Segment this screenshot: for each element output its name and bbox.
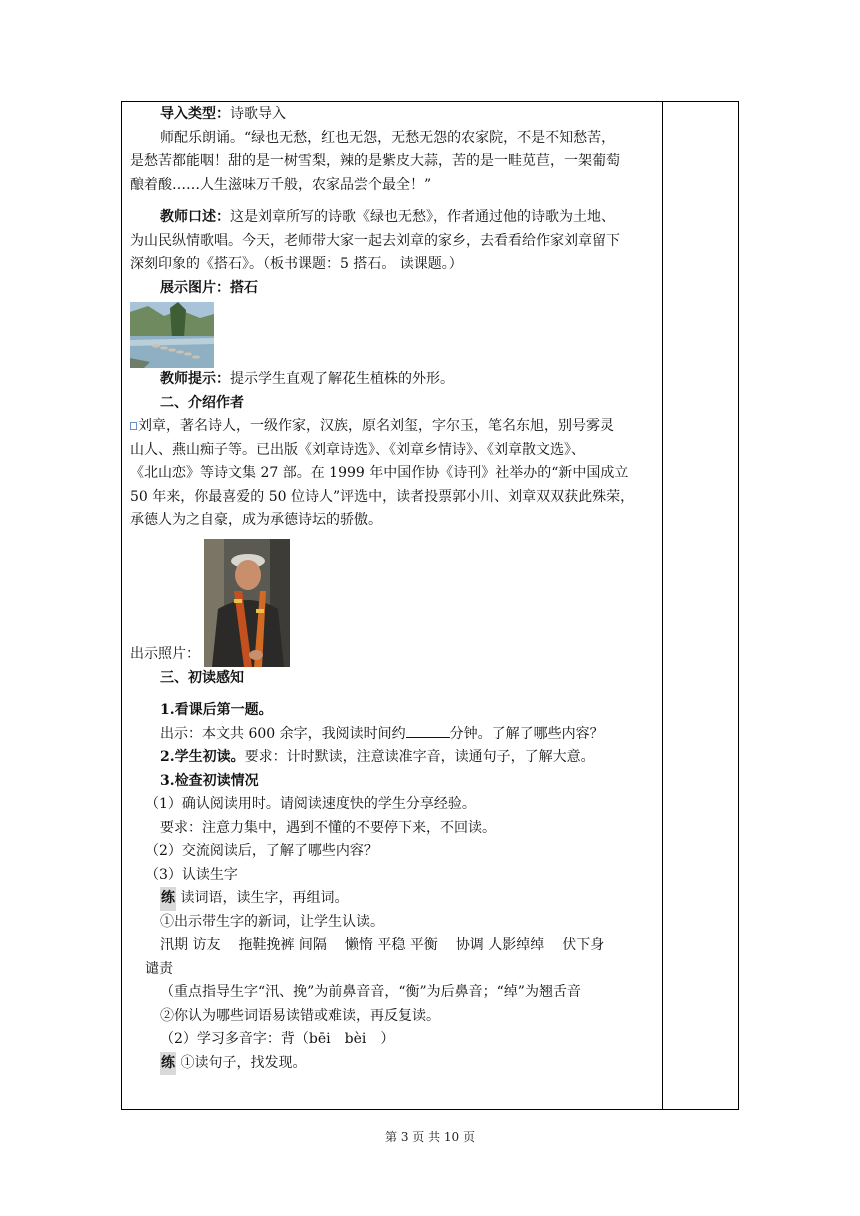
anchor-icon: [130, 422, 137, 430]
table-column-divider: [662, 101, 663, 1110]
practice-badge: 练: [160, 1052, 176, 1076]
word: 间隔: [298, 937, 327, 953]
page-footer: 第 3 页 共 10 页: [385, 1130, 475, 1144]
stepping-stones-photo: [130, 302, 214, 368]
sub-3: （3）认读生字: [145, 866, 238, 883]
word: 懒惰: [344, 937, 373, 953]
step-1-text: 出示：本文共 600 余字，我阅读时间约 分钟。了解了哪些内容？: [130, 723, 658, 747]
word: 访友: [192, 937, 221, 953]
photo-row: [130, 537, 658, 667]
recite-line-3: 酿着酸……人生滋味万千般，农家品尝个最全！”: [130, 176, 432, 193]
sub-1-requirement: 要求：注意力集中，遇到不懂的不要停下来，不回读。: [160, 819, 496, 836]
word: 协调: [455, 937, 484, 953]
word-list: [130, 934, 658, 958]
teacher-talk-line-3: 深刻印象的《搭石》。（板书课题：5 搭石。 读课题。）: [130, 256, 463, 272]
sub-2: （2）交流阅读后，了解了哪些内容？: [145, 843, 378, 859]
step-2-line: 2.学生初读。要求：计时默读，注意读准字音，读通句子，了解大意。: [160, 749, 595, 765]
answer-blank[interactable]: [406, 723, 450, 738]
author-line-2: 山人、燕山痴子等。已出版《刘章诗选》、《刘章乡情诗》、《刘章散文选》、: [130, 441, 585, 458]
author-line-5: 承德人为之自豪，成为承德诗坛的骄傲。: [130, 512, 382, 528]
recite-line-2: 是愁苦都能咽！甜的是一树雪梨，辣的是紫皮大蒜，苦的是一畦苋苣，一架葡萄: [130, 153, 620, 169]
show-photo-label: 出示照片：: [130, 646, 200, 662]
author-line-4: 50 年来，你最喜爱的 50 位诗人”评选中，读者投票郭小川、刘章双双获此殊荣，: [130, 488, 635, 505]
author-portrait-photo: [204, 539, 290, 667]
word: 平稳: [377, 937, 406, 953]
circle-1-line: ①出示带生字的新词，让学生认读。: [160, 913, 384, 930]
sub-1: （1）确认阅读用时。请阅读速度快的学生分享经验。: [145, 796, 476, 812]
word: 平衡: [409, 937, 438, 953]
practice-1-line: 练 读词语，读生字，再组词。: [130, 887, 658, 911]
polyphone-line: （2）学习多音字：背（bēi bèi ）: [160, 1031, 395, 1047]
teacher-talk-line-1: 教师口述：这是刘章所写的诗歌《绿也无愁》，作者通过他的诗歌为土地、: [160, 209, 615, 225]
teacher-talk-line-2: 为山民纵情歌唱。今天，老师带大家一起去刘章的家乡，去看看给作家刘章留下: [130, 232, 620, 249]
word: 人影绰绰: [488, 937, 545, 953]
section-3-title: 三、初读感知: [160, 669, 244, 686]
intro-type-line: 导入类型：诗歌导入: [160, 106, 286, 122]
teacher-hint-line: 教师提示：提示学生直观了解花生植株的外形。: [160, 371, 454, 387]
circle-2-line: ②你认为哪些词语易读错或难读，再反复读。: [160, 1007, 440, 1024]
show-picture-label: 展示图片：搭石: [160, 279, 258, 296]
recite-line-1: 师配乐朗诵。“绿也无愁，红也无怨，无愁无怨的农家院，不是不知愁苦，: [160, 129, 616, 146]
practice-2-line: 练 ①读句子，找发现。: [130, 1052, 658, 1076]
step-3-title: 3.检查初读情况: [160, 772, 259, 789]
section-2-title: 二、介绍作者: [160, 394, 244, 411]
word: 拖鞋挽裤: [238, 937, 295, 953]
focus-line: （重点指导生字“汛、挽”为前鼻音音，“衡”为后鼻音；“绰”为翘舌音: [160, 984, 581, 1000]
author-line-1: 刘章，著名诗人，一级作家，汉族，原名刘玺，字尔玉，笔名东旭，别号雾灵: [130, 415, 658, 439]
step-1-title: 1.看课后第一题。: [160, 702, 273, 718]
practice-badge: 练: [160, 887, 176, 911]
word: 伏下身: [562, 937, 605, 953]
word: 汛期: [160, 937, 188, 953]
author-line-3: 《北山恋》等诗文集 27 部。在 1999 年中国作协《诗刊》社举办的“新中国成立: [130, 465, 629, 481]
lesson-content: [130, 103, 658, 1075]
word-list-line-2: 谴责: [145, 960, 173, 977]
